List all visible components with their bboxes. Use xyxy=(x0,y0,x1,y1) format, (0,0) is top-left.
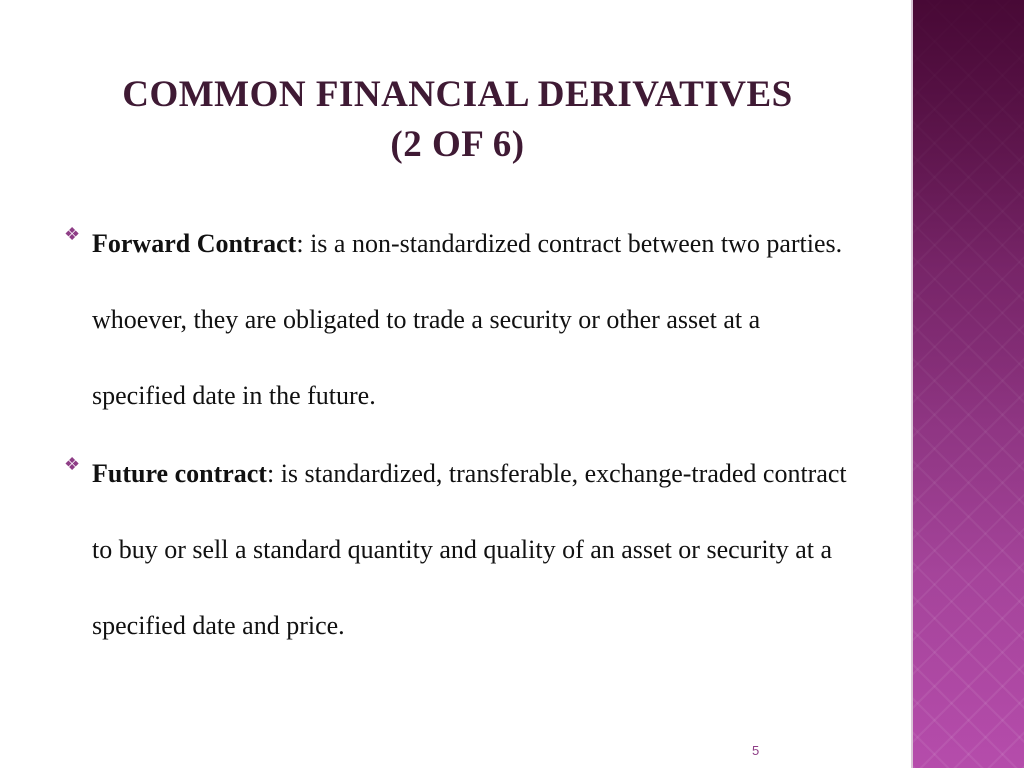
bullet-forward-contract xyxy=(60,206,860,434)
title-line-2: (2 OF 6) xyxy=(390,124,525,165)
diamond-bullet-icon: ❖ xyxy=(64,224,81,244)
slide-title xyxy=(60,70,855,170)
bullet-term: Future contract xyxy=(92,459,267,488)
diamond-bullet-icon: ❖ xyxy=(64,454,81,474)
bullet-text: : is a non-standardized contract between two parties. whoever, they are obligated to trade a security or other asset at a specified date in the future. xyxy=(92,229,843,410)
bullet-text: : is standardized, transferable, exchange-traded contract to buy or sell a standard quantity and quality of an asset or security at a specified date and price. xyxy=(92,459,847,640)
bullet-list xyxy=(60,206,860,666)
bullet-future-contract xyxy=(60,436,860,664)
decorative-side-panel xyxy=(913,0,1024,768)
title-line-1: COMMON FINANCIAL DERIVATIVES xyxy=(122,74,793,115)
page-number: 5 xyxy=(752,743,760,758)
bullet-term: Forward Contract xyxy=(92,229,297,258)
